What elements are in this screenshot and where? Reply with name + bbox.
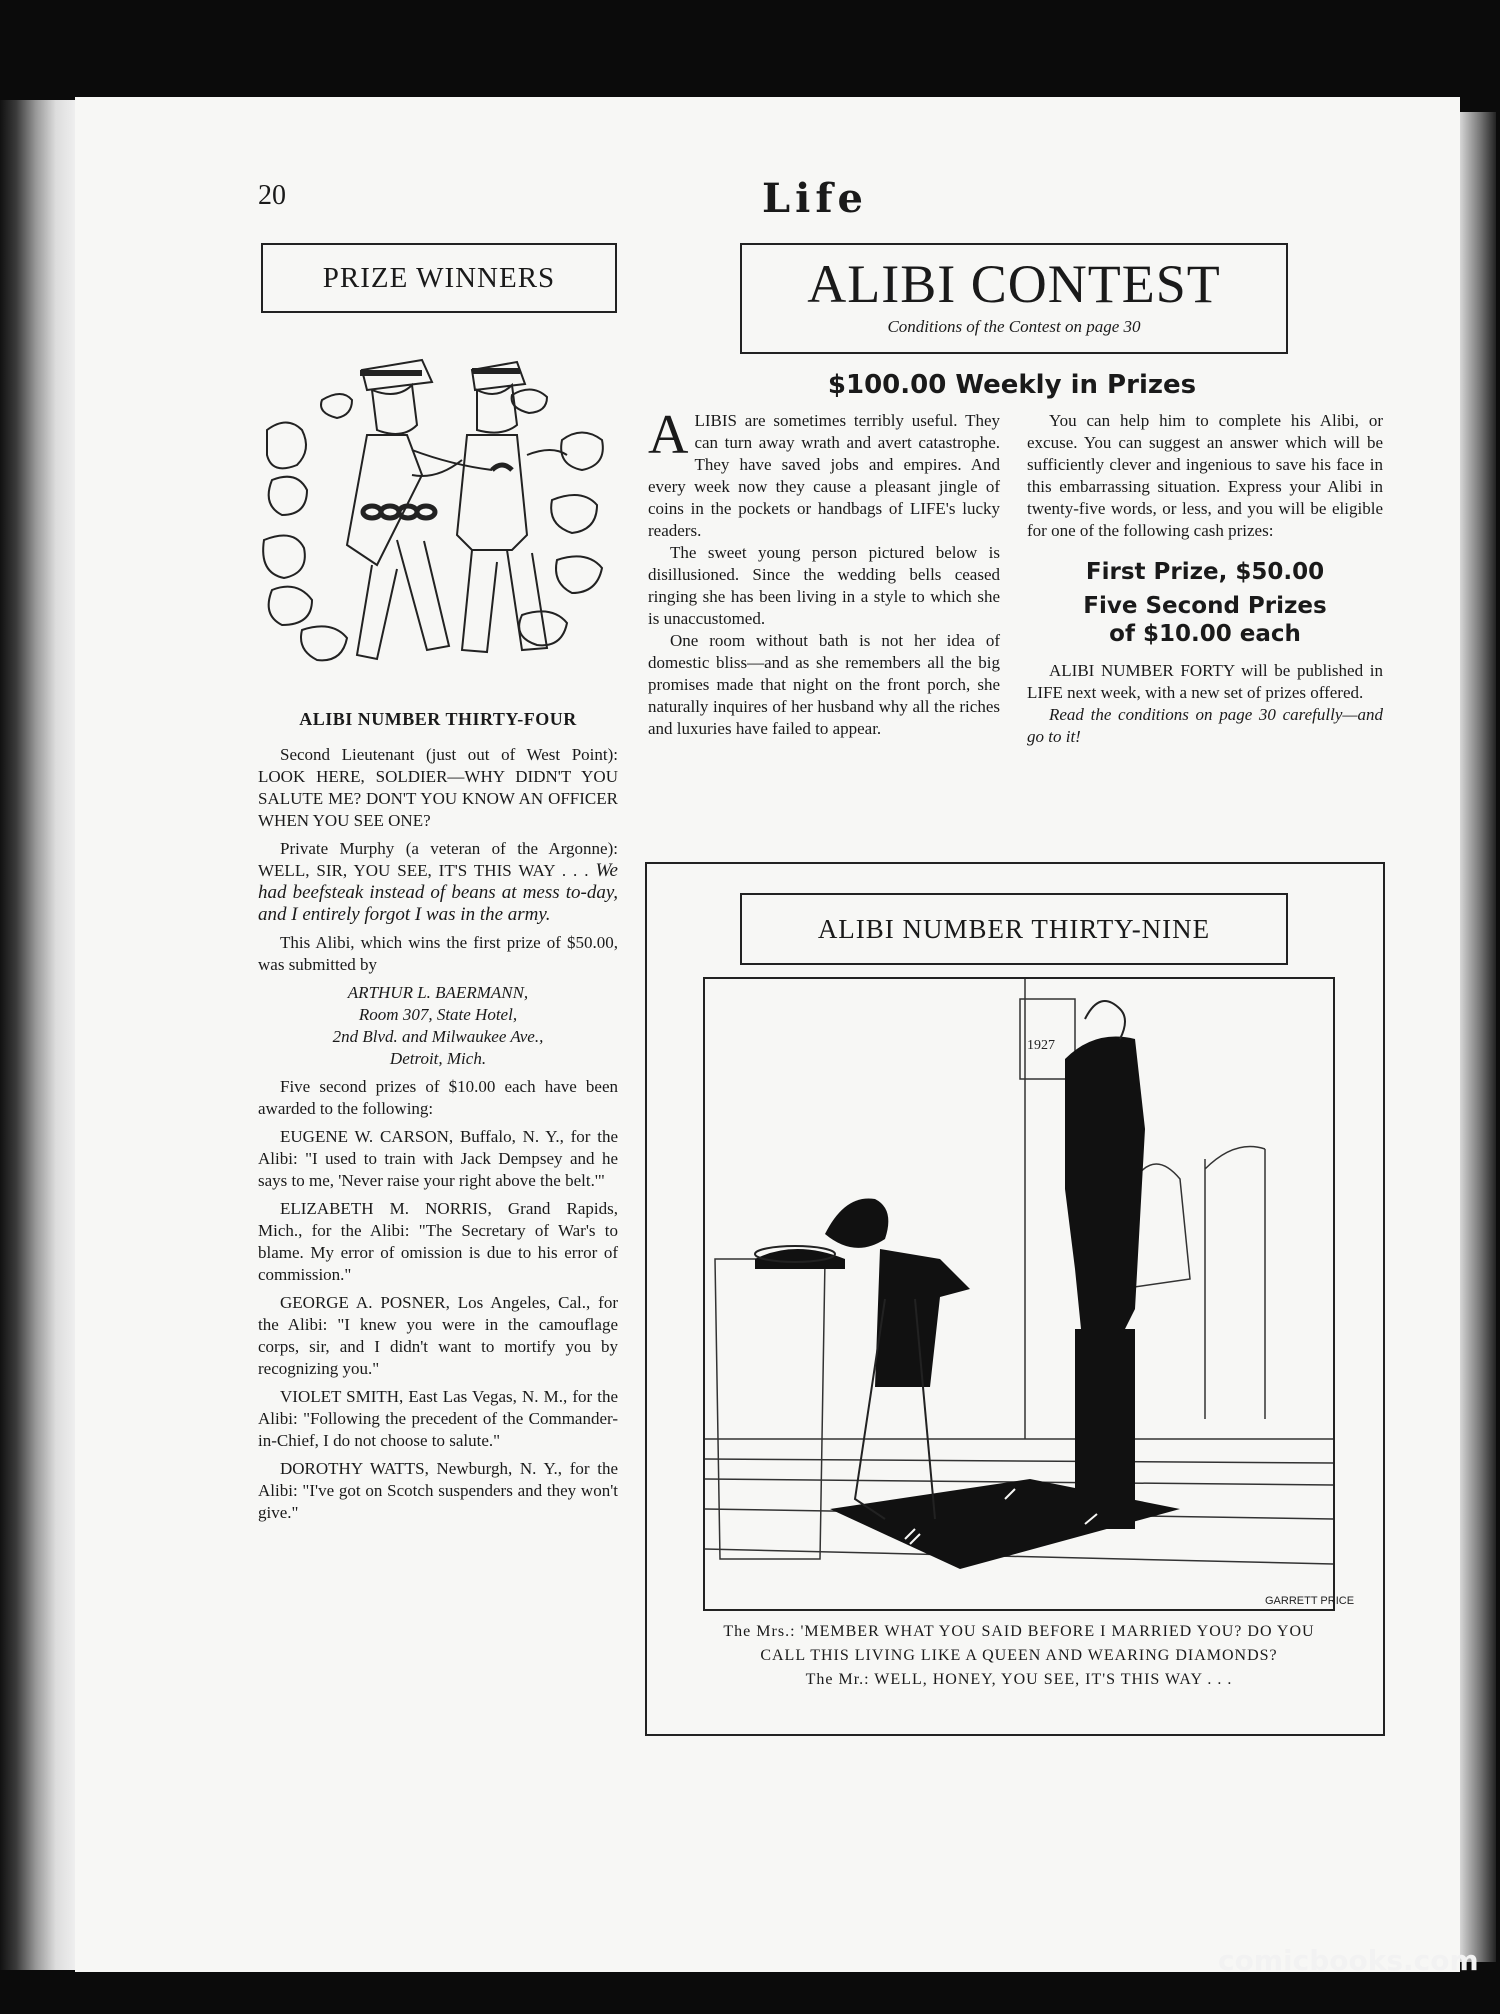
couple-cartoon-illustration bbox=[703, 977, 1355, 1611]
caption-mrs: The Mrs.: 'MEMBER WHAT YOU SAID BEFORE I MARRIED YOU? DO YOU CALL THIS LIVING LIKE A QUEEN AND WEARING DIAMONDS? bbox=[723, 1623, 1315, 1664]
prize-winners-column bbox=[258, 708, 618, 1530]
wall-sign-text: 1927 bbox=[1027, 1038, 1055, 1053]
contest-title-box bbox=[740, 243, 1288, 354]
contest-column-2 bbox=[1027, 410, 1383, 748]
prize-winners-box bbox=[261, 243, 617, 313]
first-prize-note: This Alibi, which wins the first prize of $50.00, was submitted by bbox=[258, 933, 618, 974]
contest-subtitle: Conditions of the Contest on page 30 bbox=[887, 317, 1141, 336]
alibi-39-title-box bbox=[740, 893, 1288, 965]
contest-title: ALIBI CONTEST bbox=[807, 254, 1221, 314]
page-edge bbox=[1456, 112, 1496, 1962]
contest-column-1 bbox=[648, 404, 1000, 740]
artist-signature: GARRETT PRICE bbox=[1265, 1595, 1355, 1607]
first-prize: First Prize, $50.00 bbox=[1085, 559, 1325, 585]
drop-cap: A bbox=[648, 404, 689, 466]
alibi-39-title: ALIBI NUMBER THIRTY-NINE bbox=[817, 914, 1211, 944]
alibi-39-caption bbox=[705, 1620, 1333, 1692]
soldier-illustration bbox=[262, 340, 614, 680]
watermark: comicbooks.com bbox=[1218, 1944, 1479, 1977]
book-gutter-shadow bbox=[0, 100, 80, 1970]
second-prize-winner: DOROTHY WATTS, Newburgh, N. Y., for the Alibi: "I've got on Scotch suspenders and they won't give." bbox=[258, 1459, 618, 1522]
contest-paragraph-1: ALIBIS are sometimes terribly useful. They can turn away wrath and avert catastrophe. They have saved jobs and empires. And every week now they cause a pleasant jingle of coins in the pockets or handbags of LIFE's lucky readers. bbox=[648, 404, 1000, 540]
second-prizes-note: Five second prizes of $10.00 each have been awarded to the following: bbox=[258, 1077, 618, 1118]
second-prize-winner: GEORGE A. POSNER, Los Angeles, Cal., for the Alibi: "I knew you were in the camouflage corps, sir, and I didn't want to mortify you by recognizing you." bbox=[258, 1293, 618, 1378]
masthead: Life bbox=[762, 175, 868, 222]
lieutenant-quote: Second Lieutenant (just out of West Point): LOOK HERE, SOLDIER—WHY DIDN'T YOU SALUTE ME? DON'T YOU KNOW AN OFFICER WHEN YOU SEE ONE? bbox=[258, 745, 618, 830]
private-quote: Private Murphy (a veteran of the Argonne): WELL, SIR, YOU SEE, IT'S THIS WAY . . . We had beefsteak instead of beans at mess to-day, and I entirely forgot I was in the army. bbox=[258, 839, 618, 925]
alibi-34-heading: ALIBI NUMBER THIRTY-FOUR bbox=[299, 709, 577, 729]
contest-paragraph-2: The sweet young person pictured below is disillusioned. Since the wedding bells ceased ringing she has been living in a style to which she is unaccustomed. bbox=[648, 543, 1000, 628]
prizes-heading: $100.00 Weekly in Prizes bbox=[827, 370, 1197, 400]
winning-alibi: We had beefsteak instead of beans at mess to-day, and I entirely forgot I was in the army. bbox=[258, 860, 618, 925]
contest-paragraph-5: ALIBI NUMBER FORTY will be published in LIFE next week, with a new set of prizes offered. bbox=[1027, 661, 1383, 702]
second-prize-winner: ELIZABETH M. NORRIS, Grand Rapids, Mich., for the Alibi: "The Secretary of War's to blame. My error of omission is due to his error of commission." bbox=[258, 1199, 618, 1284]
winner-address-2: 2nd Blvd. and Milwaukee Ave., bbox=[332, 1027, 544, 1046]
contest-paragraph-4: You can help him to complete his Alibi, or excuse. You can suggest an answer which will be sufficiently clever and ingenious to save his face in this embarrassing situation. Express your Alibi in twenty-five words, or less, and you will be eligible for one of the following cash prizes: bbox=[1027, 411, 1383, 540]
contest-paragraph-3: One room without bath is not her idea of domestic bliss—and as she remembers all the big promises made that night on the front porch, she naturally inquires of her husband why all the riches and luxuries have failed to appear. bbox=[648, 631, 1000, 738]
winner-address-1: Room 307, State Hotel, bbox=[358, 1005, 518, 1024]
second-prize-winner: EUGENE W. CARSON, Buffalo, N. Y., for the Alibi: "I used to train with Jack Dempsey and he says to me, 'Never raise your right above the belt.'" bbox=[258, 1127, 618, 1190]
second-prize-line-1: Five Second Prizes bbox=[1083, 593, 1327, 619]
winner-address-3: Detroit, Mich. bbox=[389, 1049, 487, 1068]
prize-winners-title: PRIZE WINNERS bbox=[322, 262, 556, 294]
second-prize-line-2: of $10.00 each bbox=[1109, 621, 1301, 647]
winner-name: ARTHUR L. BAERMANN, bbox=[347, 983, 529, 1002]
second-prize-winner: VIOLET SMITH, East Las Vegas, N. M., for the Alibi: "Following the precedent of the Commander-in-Chief, I do not choose to salute." bbox=[258, 1387, 618, 1450]
page-number: 20 bbox=[258, 180, 286, 211]
contest-paragraph-6: Read the conditions on page 30 carefully—and go to it! bbox=[1027, 705, 1383, 746]
caption-mr: The Mr.: WELL, HONEY, YOU SEE, IT'S THIS WAY . . . bbox=[805, 1671, 1233, 1688]
